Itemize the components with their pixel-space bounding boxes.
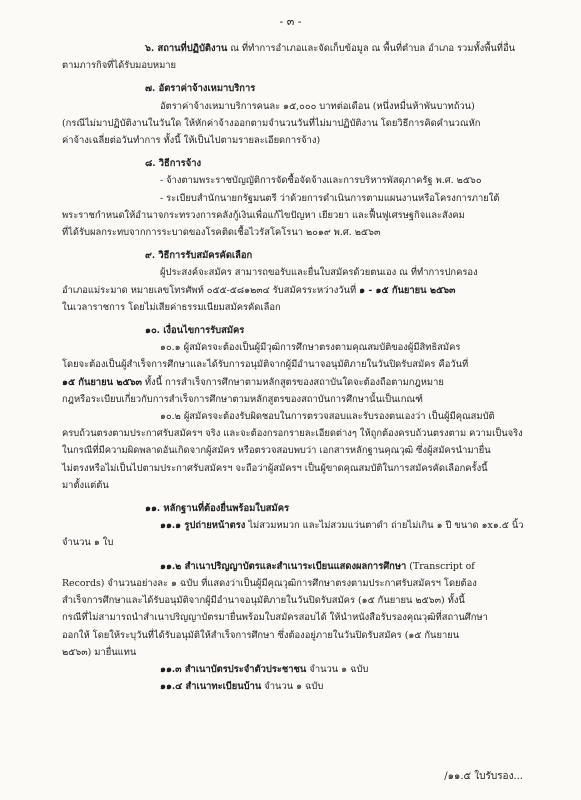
section-11-1-line: จำนวน ๑ ใบ — [62, 537, 114, 549]
section-9-heading: ๙. วิธีการรับสมัครคัดเลือก — [145, 250, 253, 262]
section-11-1-line — [62, 517, 525, 534]
section-11-2-line: สำเร็จการศึกษาและได้รับอนุมัติจากผู้มีอำนาจอนุมัติภายในวันปิดรับสมัคร (๑๕ กันยายน ๒๕๖๓) ทั้งนี้ — [62, 595, 465, 607]
section-10-1-line — [62, 374, 525, 391]
section-8-bullet: - จ้างตามพระราชบัญญัติการจัดซื้อจัดจ้างและการบริหารพัสดุภาครัฐ พ.ศ. ๒๕๖๐ — [160, 175, 482, 187]
section-10-1-line: โดยจะต้องเป็นผู้สำเร็จการศึกษาและได้รับการอนุมัติจากผู้มีอำนาจอนุมัติภายในวันปิดรับสมัคร คือวันที่ — [62, 359, 469, 371]
section-10-2-line: มาตั้งแต่ต้น — [62, 479, 109, 491]
item-11-3-title: ๑๑.๓ สำเนาบัตรประจำตัวประชาชน — [160, 663, 307, 675]
section-7-line: (กรณีไม่มาปฏิบัติงานในวันใด ให้หักค่าจ้างออกตามจำนวนวันที่ไม่มาปฏิบัติงาน โดยวิธีการคิดคำนวณหัก — [62, 117, 481, 129]
section-8-bullet-cont: พระราชกำหนดให้อำนาจกระทรวงการคลังกู้เงินเพื่อแก้ไขปัญหา เยียวยา และฟื้นฟูเศรษฐกิจและสังคม — [62, 209, 465, 221]
section-11-2-line — [62, 558, 525, 575]
section-9-line: ในเวลาราชการ โดยไม่เสียค่าธรรมเนียมสมัครคัดเลือก — [62, 301, 281, 313]
section-10-2-line: ครบถ้วนตรงตามประกาศรับสมัครฯ จริง และจะต้องกรอกรายละเอียดต่างๆ ให้ถูกต้องครบถ้วนตรงตาม ความเป็นจริง — [62, 428, 523, 440]
section-10-2-line: ๑๐.๒ ผู้สมัครจะต้องรับผิดชอบในการตรวจสอบและรับรองตนเองว่า เป็นผู้มีคุณสมบัติ — [160, 411, 495, 423]
section-10-1-text: ทั้งนี้ การสำเร็จการศึกษาตามหลักสูตรของสถาบันใดจะต้องถือตามกฎหมาย — [141, 376, 444, 388]
section-8-bullet-cont: ที่ได้รับผลกระทบจากการระบาดของโรคติดเชื้อไวรัสโคโรนา ๒๐๑๙ พ.ศ. ๒๕๖๓ — [62, 227, 381, 239]
page-number: - ๓ - — [279, 15, 302, 28]
section-8-bullet: - ระเบียบสำนักนายกรัฐมนตรี ว่าด้วยการดำเนินการตามแผนงานหรือโครงการภายใต้ — [160, 192, 500, 204]
item-11-2-text: (Transcript of — [406, 560, 475, 572]
section-7-line: ค่าจ้างเฉลี่ยต่อวันทำการ ทั้งนี้ ให้เป็นไปตามรายละเอียดการจ้าง) — [62, 135, 321, 147]
section-11-4-line — [62, 678, 525, 695]
section-11-2-line: ๒๕๖๓) มายื่นแทน — [62, 646, 137, 658]
section-10-2-line: ในกรณีที่มีความผิดพลาดอันเกิดจากผู้สมัคร หรือตรวจสอบพบว่า เอกสารหลักฐานคุณวุฒิ ซึ่งผู้สมัครนำมายื่น — [62, 445, 491, 457]
section-6-heading: ๖. สถานที่ปฏิบัติงาน — [145, 43, 228, 54]
item-11-2-title: ๑๑.๒ สำเนาปริญญาบัตรและสำเนาระเบียนแสดงผลการศึกษา — [160, 560, 407, 572]
section-6 — [62, 40, 525, 57]
section-10-1-line: กฎหรือระเบียบเกี่ยวกับการสำเร็จการศึกษาตามหลักสูตรของสถาบันการศึกษานั้นเป็นเกณฑ์ — [62, 393, 423, 405]
section-11-2-line: กรณีที่ไม่สามารถนำสำเนาปริญญาบัตรมายื่นพร้อมใบสมัครสอบได้ ให้นำหนังสือรับรองคุณวุฒิที่สถานศึกษา — [62, 612, 488, 624]
item-11-3-text: จำนวน ๑ ฉบับ — [306, 663, 369, 675]
document-body — [62, 40, 525, 695]
item-11-4-text: จำนวน ๑ ฉบับ — [261, 681, 324, 693]
section-10-1-line: ๑๐.๑ ผู้สมัครจะต้องเป็นผู้มีวุฒิการศึกษาตรงตามคุณสมบัติของผู้มีสิทธิสมัคร — [160, 342, 461, 354]
section-6-text: ณ ที่ทำการอำเภอและจัดเก็บข้อมูล ณ พื้นที่ตำบล อำเภอ รวมทั้งพื้นที่อื่น — [227, 43, 516, 54]
item-11-1-text: ไม่สวมหมวก และไม่สวมแว่นตาดำ ถ่ายไม่เกิน ๑ ปี ขนาด ๑x๑.๕ นิ้ว — [245, 520, 524, 532]
section-10-heading: ๑๐. เงื่อนไขการรับสมัคร — [145, 325, 245, 337]
section-7-line: อัตราค่าจ้างเหมาบริการคนละ ๑๕,๐๐๐ บาทต่อเดือน (หนึ่งหมื่นห้าพันบาทถ้วน) — [160, 100, 475, 112]
section-9-line-text: อำเภอแม่ระมาด หมายเลขโทรศัพท์ ๐๕๕-๕๘๑๒๓๔ รับสมัครระหว่างวันที่ — [62, 284, 360, 296]
section-7-heading: ๗. อัตราค่าจ้างเหมาบริการ — [145, 83, 256, 95]
section-11-2-line: Records) จำนวนอย่างละ ๑ ฉบับ ที่แสดงว่าเป็นผู้มีคุณวุฒิการศึกษาตรงตามประกาศรับสมัครฯ โดยต้อง — [62, 577, 477, 589]
section-9-line — [62, 282, 525, 299]
application-period: ๑ - ๑๕ กันยายน ๒๕๖๓ — [359, 284, 456, 296]
section-10-2-line: ไม่ตรงหรือไม่เป็นไปตามประกาศรับสมัครฯ จะถือว่าผู้สมัครฯ เป็นผู้ขาดคุณสมบัติในการสมัครคัดเลือกครั้งนี้ — [62, 462, 488, 474]
section-11-2-line: ออกให้ โดยให้ระบุวันที่ได้รับอนุมัติให้สำเร็จการศึกษา ซึ่งต้องอยู่ภายในวันปิดรับสมัคร (๑๕ กันยายน — [62, 629, 460, 641]
section-9-line: ผู้ประสงค์จะสมัคร สามารถขอรับและยื่นใบสมัครด้วยตนเอง ณ ที่ทำการปกครอง — [160, 267, 478, 279]
continuation-note: /๑๑.๕ ใบรับรอง... — [444, 771, 523, 782]
section-8-heading: ๘. วิธีการจ้าง — [145, 158, 202, 170]
item-11-4-title: ๑๑.๔ สำเนาทะเบียนบ้าน — [160, 681, 262, 693]
item-11-1-title: ๑๑.๑ รูปถ่ายหน้าตรง — [160, 520, 246, 532]
section-11-heading: ๑๑. หลักฐานที่ต้องยื่นพร้อมใบสมัคร — [145, 503, 290, 515]
closing-date: ๑๕ กันยายน ๒๕๖๓ — [62, 376, 142, 388]
section-11-3-line — [62, 661, 525, 678]
section-6-text-cont: ตามภารกิจที่ได้รับมอบหมาย — [62, 60, 177, 72]
